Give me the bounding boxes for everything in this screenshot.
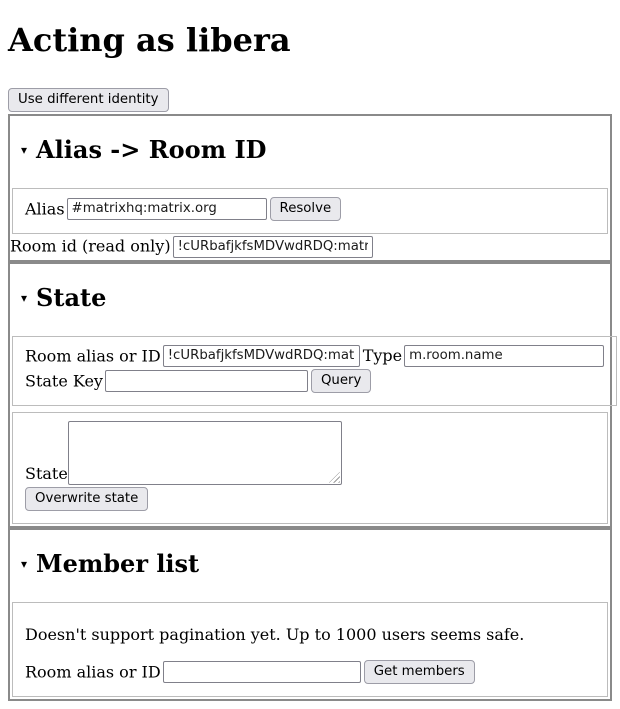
state-edit-fieldset (12, 412, 608, 524)
state-key-input[interactable] (105, 370, 308, 392)
identity-toolbar (8, 88, 612, 112)
member-list-section-heading: Member list (36, 548, 200, 578)
state-room-type-row (25, 345, 604, 367)
alias-row (25, 197, 595, 221)
alias-section-heading: Alias -> Room ID (36, 134, 267, 164)
state-section-heading: State (36, 282, 107, 312)
pagination-note: Doesn't support pagination yet. Up to 1000 users seems safe. (25, 624, 525, 644)
state-room-input[interactable] (163, 345, 360, 367)
section-state (8, 262, 612, 528)
alias-section-summary[interactable] (21, 136, 599, 164)
state-section-summary[interactable] (21, 284, 599, 312)
state-key-label: State Key (25, 371, 103, 391)
state-query-fieldset (12, 336, 617, 406)
alias-fieldset (12, 188, 608, 234)
get-members-button[interactable]: Get members (364, 660, 475, 684)
member-room-label: Room alias or ID (25, 662, 161, 682)
state-type-label: Type (362, 346, 403, 366)
state-textarea-label: State (25, 463, 68, 483)
use-different-identity-button[interactable]: Use different identity (8, 88, 169, 112)
state-textarea-row (25, 421, 595, 485)
member-room-input[interactable] (163, 661, 361, 683)
alias-label: Alias (25, 199, 65, 219)
disclosure-triangle-icon: ▾ (21, 556, 28, 571)
disclosure-triangle-icon: ▾ (21, 142, 28, 157)
room-id-readonly-input[interactable] (173, 236, 373, 258)
query-button[interactable]: Query (311, 369, 371, 393)
alias-input[interactable] (67, 198, 267, 220)
resolve-button[interactable]: Resolve (270, 197, 342, 221)
state-room-label: Room alias or ID (25, 346, 161, 366)
page-title: Acting as libera (8, 21, 291, 59)
state-textarea[interactable] (68, 421, 342, 485)
member-list-fieldset (12, 602, 608, 697)
section-alias-room-id (8, 114, 612, 262)
member-room-row (25, 660, 595, 684)
overwrite-state-row (25, 487, 595, 511)
member-list-section-summary[interactable] (21, 550, 599, 578)
section-member-list (8, 528, 612, 701)
room-id-row (10, 236, 610, 258)
room-id-label: Room id (read only) (10, 236, 171, 256)
state-type-input[interactable] (404, 345, 604, 367)
overwrite-state-button[interactable]: Overwrite state (25, 487, 148, 511)
state-key-row (25, 369, 604, 393)
disclosure-triangle-icon: ▾ (21, 290, 28, 305)
